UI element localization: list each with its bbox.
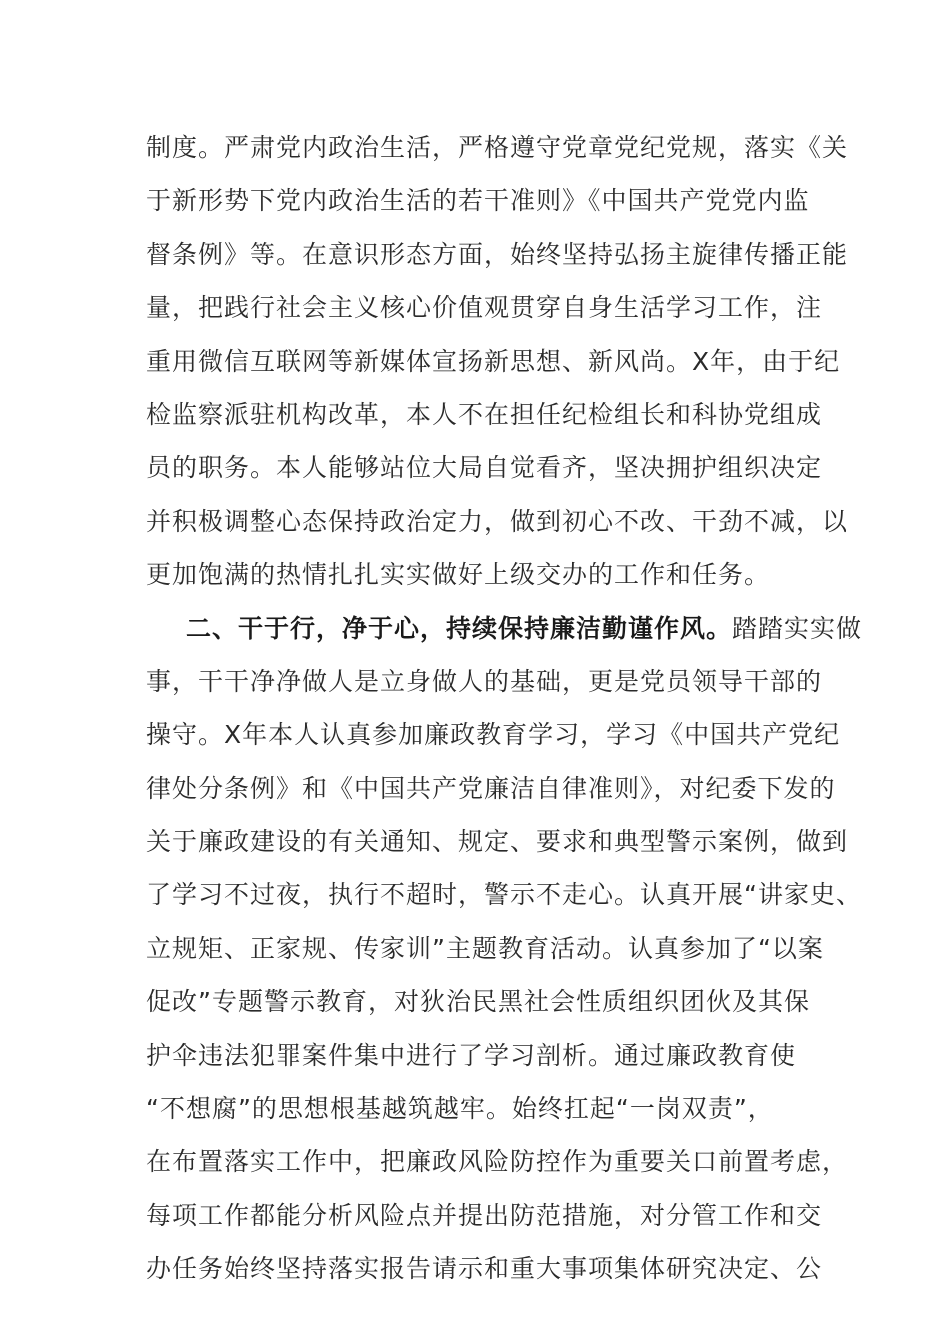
section-line-3: 律处分条例》和《中国共产党廉洁自律准则》，对纪委下发的 <box>146 773 836 803</box>
section-line-8: 护伞违法犯罪案件集中进行了学习剖析。通过廉政教育使 <box>146 1040 797 1070</box>
text-line-9: 更加饱满的热情扎扎实实做好上级交办的工作和任务。 <box>146 560 771 590</box>
section-line-2: 操守。X年本人认真参加廉政教育学习，学习《中国共产党纪 <box>146 720 841 750</box>
section-line-12: 办任务始终坚持落实报告请示和重大事项集体研究决定、公 <box>146 1254 823 1284</box>
text-line-3: 督条例》等。在意识形态方面，始终坚持弘扬主旋律传播正能 <box>146 239 849 269</box>
text-line-8: 并积极调整心态保持政治定力，做到初心不改、干劲不减，以 <box>146 506 849 536</box>
section-line-11: 每项工作都能分析风险点并提出防范措施，对分管工作和交 <box>146 1200 823 1230</box>
section-heading: 二、干于行，净于心，持续保持廉洁勤谨作风。 <box>186 613 733 643</box>
text-line-2: 于新形势下党内政治生活的若干准则》《中国共产党党内监 <box>146 186 810 216</box>
text-line-5: 重用微信互联网等新媒体宣扬新思想、新风尚。X年，由于纪 <box>146 346 841 376</box>
text-line-1: 制度。严肃党内政治生活，严格遵守党章党纪党规，落实《关 <box>146 133 849 162</box>
section-line-5: 了学习不过夜，执行不超时，警示不走心。认真开展“讲家史、 <box>146 880 862 910</box>
section-heading-tail: 踏踏实实做 <box>732 613 863 643</box>
section-line-6: 立规矩、正家规、传家训”主题教育活动。认真参加了“以案 <box>146 933 824 963</box>
section-heading-line <box>146 609 863 662</box>
text-line-6: 检监察派驻机构改革，本人不在担任纪检组长和科协党组成 <box>146 399 823 429</box>
section-line-7: 促改”专题警示教育，对狄治民黑社会性质组织团伙及其保 <box>146 987 810 1017</box>
section-line-10: 在布置落实工作中，把廉政风险防控作为重要关口前置考虑， <box>146 1147 849 1177</box>
section-line-1: 事，干干净净做人是立身做人的基础，更是党员领导干部的 <box>146 666 823 696</box>
text-line-7: 员的职务。本人能够站位大局自觉看齐，坚决拥护组织决定 <box>146 453 823 483</box>
section-line-4: 关于廉政建设的有关通知、规定、要求和典型警示案例，做到 <box>146 827 849 857</box>
section-line-9: “不想腐”的思想根基越筑越牢。始终扛起“一岗双责”， <box>146 1094 774 1124</box>
text-line-4: 量，把践行社会主义核心价值观贯穿自身生活学习工作，注 <box>146 293 823 323</box>
body-text <box>146 128 863 1303</box>
